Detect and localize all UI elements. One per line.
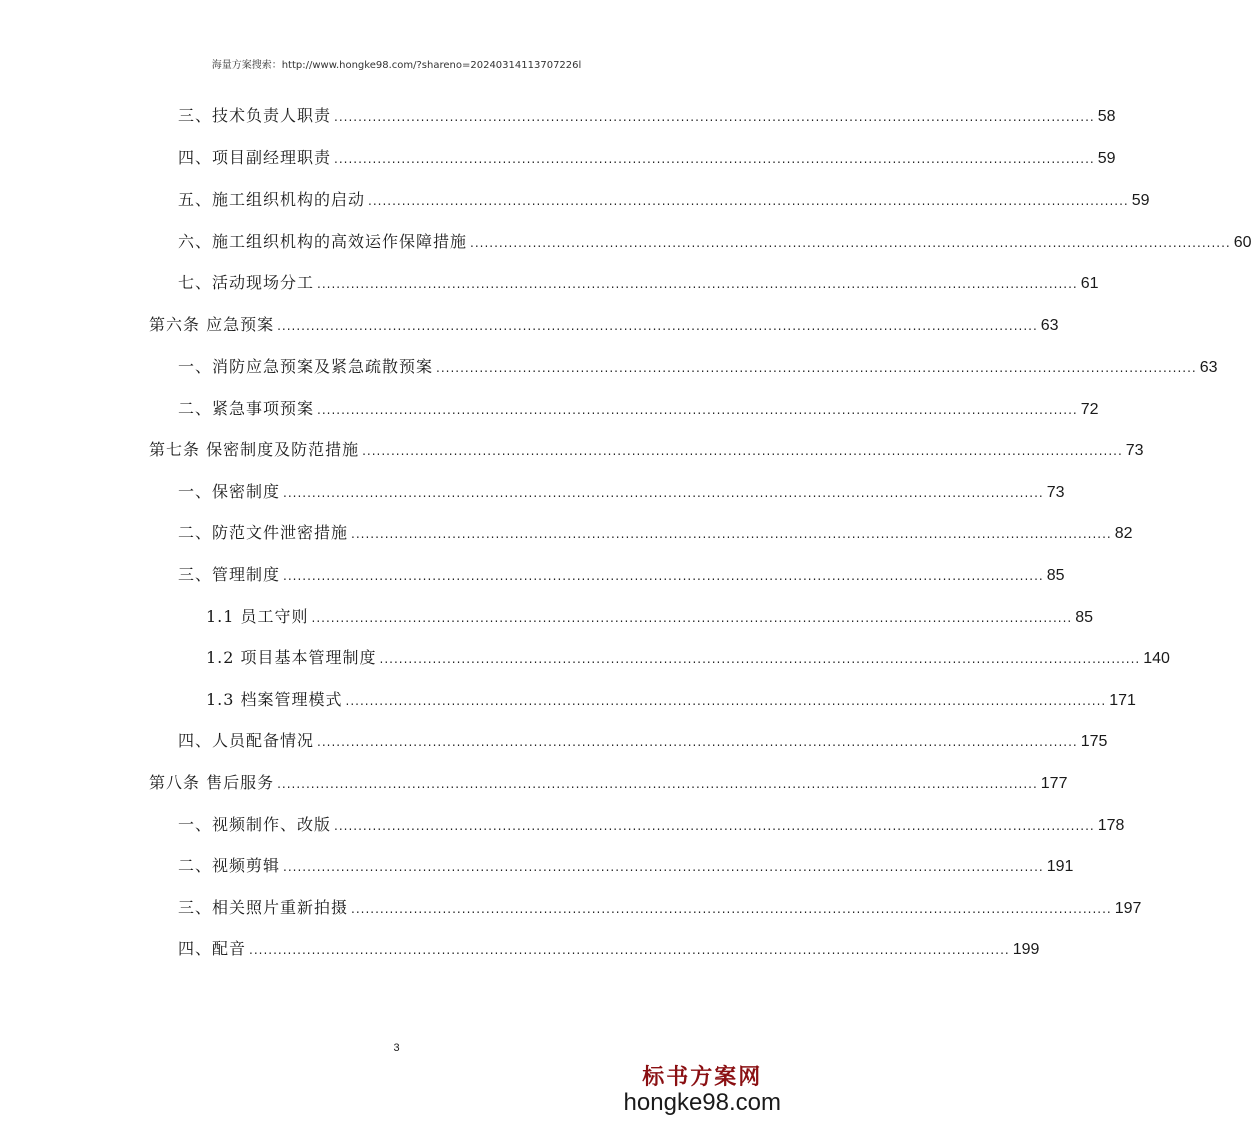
toc-entry[interactable] xyxy=(178,939,1040,960)
page-header: 海量方案搜索：http://www.hongke98.com/?shareno=20240314113707226l xyxy=(211,60,582,71)
toc-leader-dots: .............................................................................................................................................................. xyxy=(379,652,1141,666)
toc-leader-dots: .............................................................................................................................................................. xyxy=(436,361,1197,375)
toc-entry-label: 七、活动现场分工 xyxy=(178,273,315,292)
toc-entry[interactable] xyxy=(206,648,1170,669)
toc-entry-page: 85 xyxy=(1046,567,1065,584)
toc-entry-label: 1.3 档案管理模式 xyxy=(206,690,343,709)
toc-entry-page: 73 xyxy=(1125,442,1144,459)
toc-entry-label: 四、项目副经理职责 xyxy=(178,148,332,167)
toc-entry[interactable] xyxy=(206,607,1094,628)
toc-leader-dots: .............................................................................................................................................................. xyxy=(334,152,1095,166)
toc-entry-page: 82 xyxy=(1114,525,1133,542)
toc-leader-dots: .............................................................................................................................................................. xyxy=(317,403,1078,417)
toc-entry-label: 第八条 售后服务 xyxy=(149,773,275,792)
toc-leader-dots: .............................................................................................................................................................. xyxy=(362,444,1123,458)
toc-entry[interactable] xyxy=(178,523,1133,544)
toc-leader-dots: .............................................................................................................................................................. xyxy=(368,194,1129,208)
toc-entry-page: 175 xyxy=(1080,733,1108,750)
toc-entry-label: 一、保密制度 xyxy=(178,482,281,501)
toc-entry[interactable] xyxy=(178,731,1108,752)
toc-entry[interactable] xyxy=(178,399,1099,420)
toc-entry-label: 三、管理制度 xyxy=(178,565,281,584)
toc-leader-dots: .............................................................................................................................................................. xyxy=(470,236,1231,250)
toc-entry-page: 59 xyxy=(1131,192,1150,209)
toc-entry[interactable] xyxy=(178,148,1116,169)
toc-entry[interactable] xyxy=(178,482,1065,503)
toc-entry[interactable] xyxy=(149,315,1059,336)
toc-entry-page: 85 xyxy=(1075,609,1094,626)
toc-leader-dots: .............................................................................................................................................................. xyxy=(351,902,1112,916)
toc-entry-label: 第七条 保密制度及防范措施 xyxy=(149,440,360,459)
toc-entry-page: 73 xyxy=(1046,484,1065,501)
toc-entry-page: 72 xyxy=(1080,401,1099,418)
toc-leader-dots: .............................................................................................................................................................. xyxy=(351,527,1112,541)
toc-entry-page: 59 xyxy=(1097,150,1116,167)
toc-entry[interactable] xyxy=(149,773,1068,794)
toc-entry-page: 63 xyxy=(1199,359,1218,376)
toc-entry-page: 140 xyxy=(1143,650,1170,667)
toc-entry[interactable] xyxy=(178,856,1074,877)
toc-entry-label: 1.2 项目基本管理制度 xyxy=(206,648,377,667)
toc-leader-dots: .............................................................................................................................................................. xyxy=(277,319,1038,333)
toc-entry-page: 61 xyxy=(1080,275,1099,292)
toc-entry[interactable] xyxy=(178,232,1252,253)
toc-entry-label: 二、紧急事项预案 xyxy=(178,399,315,418)
toc-entry[interactable] xyxy=(178,565,1065,586)
toc-entry[interactable] xyxy=(178,190,1150,211)
watermark-cn-text: 标书方案网 xyxy=(642,1064,763,1090)
toc-entry[interactable] xyxy=(178,273,1099,294)
toc-leader-dots: .............................................................................................................................................................. xyxy=(283,569,1044,583)
toc-entry-label: 1.1 员工守则 xyxy=(206,607,309,626)
toc-leader-dots: .............................................................................................................................................................. xyxy=(317,277,1078,291)
toc-entry-label: 一、视频制作、改版 xyxy=(178,815,332,834)
toc-entry[interactable] xyxy=(178,898,1142,919)
toc-entry-page: 177 xyxy=(1040,775,1068,792)
toc-entry-label: 三、技术负责人职责 xyxy=(178,106,332,125)
toc-entry-label: 四、人员配备情况 xyxy=(178,731,315,750)
toc-leader-dots: .............................................................................................................................................................. xyxy=(334,110,1095,124)
toc-entry-label: 二、视频剪辑 xyxy=(178,856,281,875)
watermark-logo xyxy=(624,1064,781,1116)
toc-leader-dots: .............................................................................................................................................................. xyxy=(334,819,1095,833)
toc-leader-dots: .............................................................................................................................................................. xyxy=(317,735,1078,749)
toc-entry-page: 191 xyxy=(1046,858,1074,875)
toc-entry-label: 三、相关照片重新拍摄 xyxy=(178,898,349,917)
toc-leader-dots: .............................................................................................................................................................. xyxy=(249,943,1010,957)
toc-entry[interactable] xyxy=(149,440,1144,461)
toc-leader-dots: .............................................................................................................................................................. xyxy=(311,611,1073,625)
toc-entry-page: 171 xyxy=(1109,692,1136,709)
toc-entry-page: 199 xyxy=(1012,941,1040,958)
toc-entry-page: 58 xyxy=(1097,108,1116,125)
toc-entry-page: 197 xyxy=(1114,900,1142,917)
toc-entry-label: 五、施工组织机构的启动 xyxy=(178,190,366,209)
toc-entry[interactable] xyxy=(206,690,1136,711)
toc-entry-page: 178 xyxy=(1097,817,1125,834)
page-number: 3 xyxy=(393,1042,400,1054)
toc-entry-page: 63 xyxy=(1040,317,1059,334)
toc-entry-label: 六、施工组织机构的高效运作保障措施 xyxy=(178,232,468,251)
toc-leader-dots: .............................................................................................................................................................. xyxy=(283,486,1044,500)
toc-entry-page: 60 xyxy=(1233,234,1252,251)
watermark-en-text: hongke98.com xyxy=(623,1089,781,1116)
toc-entry-label: 第六条 应急预案 xyxy=(149,315,275,334)
toc-leader-dots: .............................................................................................................................................................. xyxy=(277,777,1038,791)
toc-entry[interactable] xyxy=(178,357,1218,378)
toc-leader-dots: .............................................................................................................................................................. xyxy=(345,694,1107,708)
toc-entry[interactable] xyxy=(178,815,1125,836)
toc-entry[interactable] xyxy=(178,106,1116,127)
toc-entry-label: 四、配音 xyxy=(178,939,247,958)
toc-entry-label: 一、消防应急预案及紧急疏散预案 xyxy=(178,357,434,376)
toc-entry-label: 二、防范文件泄密措施 xyxy=(178,523,349,542)
toc-leader-dots: .............................................................................................................................................................. xyxy=(283,860,1044,874)
